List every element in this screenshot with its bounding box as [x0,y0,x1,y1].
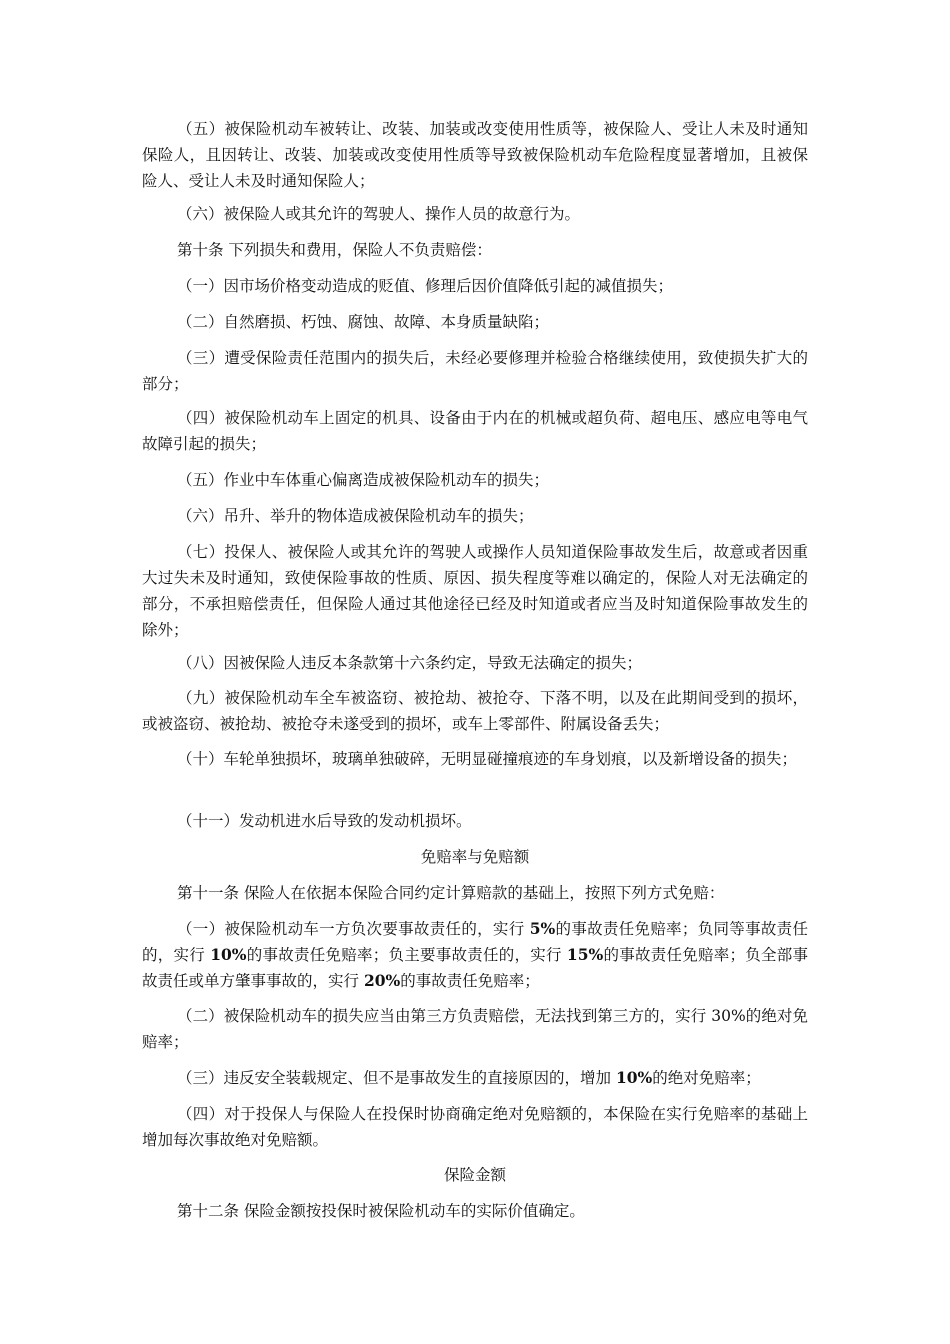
rate-5: 5% [529,919,556,938]
rate-10-add: 10% [615,1068,653,1087]
clause-paragraph: （二）自然磨损、朽蚀、腐蚀、故障、本身质量缺陷； [177,313,550,331]
clause-paragraph: （四）被保险机动车上固定的机具、设备由于内在的机械或超负荷、超电压、感应电等电气故障引起的损失； [142,409,808,453]
clause-paragraph: （一）因市场价格变动造成的贬值、修理后因价值降低引起的减值损失； [177,277,674,295]
clause-paragraph: （二）被保险机动车的损失应当由第三方负责赔偿，无法找到第三方的，实行 30%的绝对免赔率； [142,1007,808,1051]
section-heading-sum-insured: 保险金额 [443,1166,506,1184]
clause-paragraph: （八）因被保险人违反本条款第十六条约定，导致无法确定的损失； [177,654,643,672]
clause-paragraph: （五）作业中车体重心偏离造成被保险机动车的损失； [177,471,550,489]
clause-paragraph: （五）被保险机动车被转让、改装、加装或改变使用性质等，被保险人、受让人未及时通知保险人，且因转让、改装、加装或改变使用性质等导致被保险机动车危险程度显著增加，且被保险人、受让人未及时通知保险人； [142,120,808,190]
article-11-heading: 第十一条 保险人在依据本保险合同约定计算赔款的基础上，按照下列方式免赔： [177,884,725,902]
rate-20: 20% [363,971,401,990]
clause-paragraph: （十）车轮单独损坏，玻璃单独破碎，无明显碰撞痕迹的车身划痕，以及新增设备的损失； [177,750,798,768]
article-12-heading: 第十二条 保险金额按投保时被保险机动车的实际价值确定。 [177,1202,585,1220]
clause-paragraph: （四）对于投保人与保险人在投保时协商确定绝对免赔额的，本保险在实行免赔率的基础上增加每次事故绝对免赔额。 [142,1105,808,1149]
clause-paragraph: （一）被保险机动车一方负次要事故责任的，实行 5%的事故责任免赔率；负同等事故责任的，实行 10%的事故责任免赔率；负主要事故责任的，实行 15%的事故责任免赔率；负全部事故责任或单方肇事事故的，实行 20%的事故责任免赔率； [142,919,808,990]
section-heading-deductible: 免赔率与免赔额 [420,848,530,866]
clause-paragraph: （十一）发动机进水后导致的发动机损坏。 [177,812,472,830]
rate-10: 10% [210,945,247,964]
clause-paragraph: （三）遭受保险责任范围内的损失后，未经必要修理并检验合格继续使用，致使损失扩大的部分； [142,349,808,393]
clause-paragraph: （六）吊升、举升的物体造成被保险机动车的损失； [177,507,534,525]
article-10-heading: 第十条 下列损失和费用，保险人不负责赔偿： [177,241,492,259]
clause-paragraph: （三）违反安全装载规定、但不是事故发生的直接原因的，增加 10%的绝对免赔率； [177,1068,761,1087]
clause-paragraph: （七）投保人、被保险人或其允许的驾驶人或操作人员知道保险事故发生后，故意或者因重大过失未及时通知，致使保险事故的性质、原因、损失程度等难以确定的，保险人对无法确定的部分，不承担赔偿责任，但保险人通过其他途径已经及时知道或者应当及时知道保险事故发生的除外； [142,543,808,639]
rate-15: 15% [566,945,604,964]
clause-paragraph: （六）被保险人或其允许的驾驶人、操作人员的故意行为。 [177,205,581,223]
clause-paragraph: （九）被保险机动车全车被盗窃、被抢劫、被抢夺、下落不明，以及在此期间受到的损坏，或被盗窃、被抢劫、被抢夺未遂受到的损坏，或车上零部件、附属设备丢失； [142,689,808,733]
